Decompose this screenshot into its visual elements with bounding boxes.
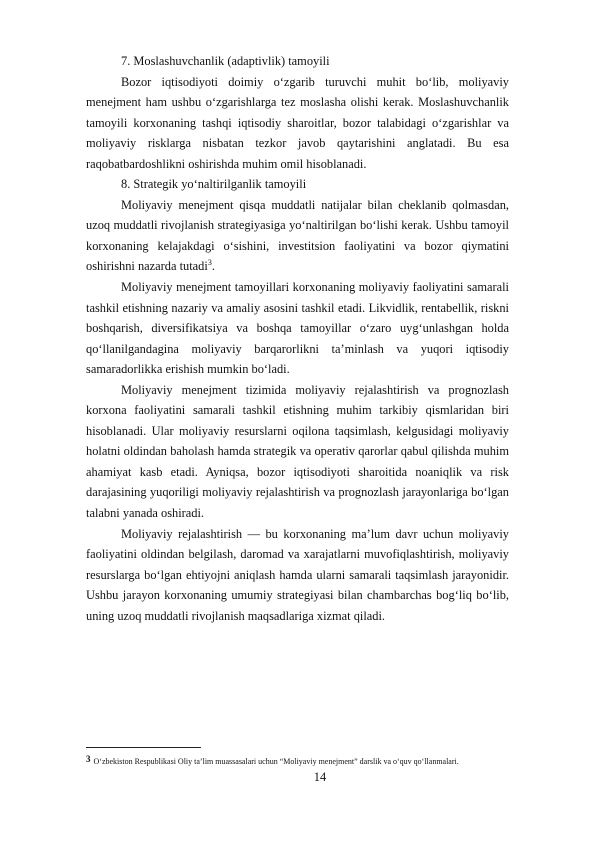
planning-forecasting-paragraph: Moliyaviy menejment tizimida moliyaviy rejalashtirish va prognozlash korxona faoliyatini samarali tashkil etishning muhim tarkibiy qismlaridan biri hisoblanadi. Ular moliyaviy resurslarni oqilona taqsimlash, kelgusidagi moliyaviy holatni oldindan baholash hamda strategik va operativ qarorlar qabul qilishda muhim ahamiyat kasb etadi. Ayniqsa, bozor iqtisodiyoti sharoitida noaniqlik va risk darajasining yuqoriligi moliyaviy rejalashtirish va prognozlash jarayonlariga bo‘lgan talabni yanada oshiradi. (86, 382, 509, 521)
section-8-paragraph-text: Moliyaviy menejment qisqa muddatli natijalar bilan cheklanib qolmasdan, uzoq muddatli rivojlanish strategiyasiga yo‘naltirilgan bo‘lishi kerak. Ushbu tamoyil korxonaning kelajakdagi o‘sishini, investitsion faoliyatini va bozor qiymatini oshirishni nazarda tutadi (86, 197, 509, 274)
footnote-reference[interactable]: 3 (207, 258, 212, 268)
section-8-paragraph-end: . (211, 259, 215, 274)
section-8-paragraph (86, 195, 509, 277)
financial-planning-definition-paragraph: Moliyaviy rejalashtirish — bu korxonaning ma’lum davr uchun moliyaviy faoliyatini oldindan belgilash, daromad va xarajatlarni muvofiqlashtirish, moliyaviy resurslarga bo‘lgan ehtiyojni aniqlash hamda ularni samarali taqsimlash jarayonidir. Ushbu jarayon korxonaning umumiy strategiyasi bilan chambarchas bog‘liq bo‘lib, uning uzoq muddatli rivojlanish maqsadlariga xizmat qiladi. (86, 526, 509, 623)
section-8-heading: 8. Strategik yo‘naltirilganlik tamoyili (121, 177, 307, 192)
section-7-paragraph: Bozor iqtisodiyoti doimiy o‘zgarib turuvchi muhit bo‘lib, moliyaviy menejment ham ushbu o‘zgarishlarga tez moslasha olishi kerak. Moslashuvchanlik tamoyili korxonaning tashqi iqtisodiy sharoitlar, bozor talabidagi o‘zgarishlar va moliyaviy risklarga nisbatan tezkor javob qaytarishini anglatadi. Bu esa raqobatbardoshlikni oshirishda muhim omil hisoblanadi. (86, 74, 509, 171)
footnote-divider (86, 747, 201, 748)
principles-summary-paragraph: Moliyaviy menejment tamoyillari korxonaning moliyaviy faoliyatini samarali tashkil etishning nazariy va amaliy asosini tashkil etadi. Likvidlik, rentabellik, riskni boshqarish, diversifikatsiya va boshqa tamoyillar o‘zaro uyg‘unlashgan holda qo‘llanilgandagina moliyaviy barqarorlikni ta’minlash va yuqori iqtisodiy samaradorlikka erishish mumkin bo‘ladi. (86, 280, 509, 377)
footnote-text: O‘zbekiston Respublikasi Oliy ta’lim muassasalari uchun “Moliyaviy menejment” darslik va o‘quv qo‘llanmalari. (93, 757, 459, 766)
body-text (86, 51, 509, 626)
footnote (86, 753, 556, 768)
page-number: 14 (313, 770, 327, 784)
section-7-heading: 7. Moslashuvchanlik (adaptivlik) tamoyili (121, 54, 330, 68)
footnote-mark: 3 (86, 754, 91, 764)
